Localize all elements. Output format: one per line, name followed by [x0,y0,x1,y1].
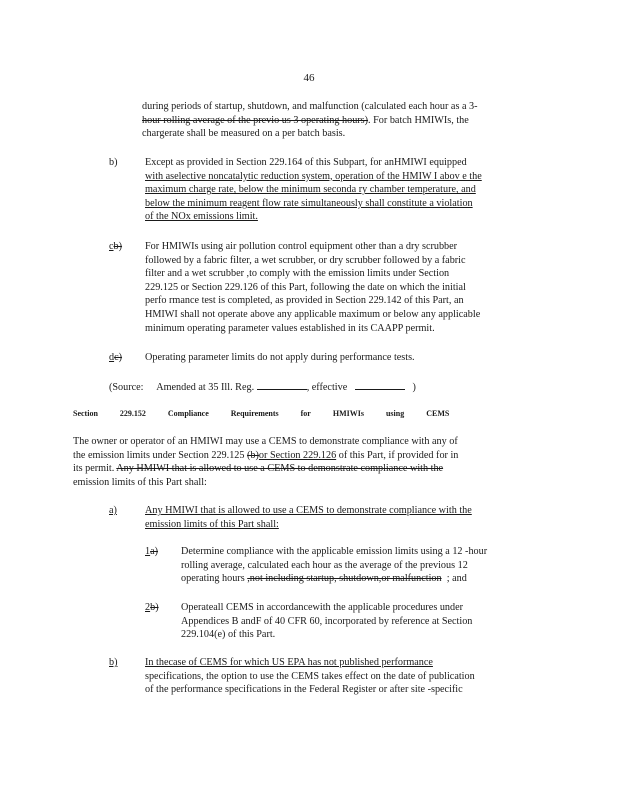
underlined-line: maximum charge rate, below the minimum seconda ry chamber temperature, and [145,184,476,196]
sub-label-2 [145,601,159,615]
heading-word: using [385,409,405,418]
text-line: HMIWI shall not operate above any applicable maximum or below any applicable [145,308,481,320]
item-label-b: b) [109,157,118,168]
item-label-dc [109,351,122,365]
item-b-paragraph [145,156,482,224]
underlined-line: of the NOx emissions limit. [145,211,258,223]
item-cb-paragraph [145,240,480,335]
text-line: of the performance specifications in the Federal Register or after site -specific [145,684,463,696]
heading-word: Compliance [167,409,209,418]
intro-paragraph [73,435,458,489]
page-number: 46 [303,72,315,84]
text-line: chargerate shall be measured on a per batch basis. [142,128,346,140]
text-line [142,114,478,128]
source-close: ) [412,382,416,393]
text-line: 229.104(e) of this Part. [181,629,276,641]
text-span: . For batch HMIWIs, the [368,114,469,126]
item-label-a: a) [109,505,117,516]
text-line: minimum operating parameter values established in its CAAPP permit. [145,322,435,334]
struck-text: ,not including startup, shutdown,or malfunction [247,573,442,585]
text-line: specifications, the option to use the CEMS takes effect on the date of publication [145,670,475,682]
struck-text: (b) [247,449,259,461]
inserted-number: 2 [145,602,151,613]
source-effective: , effective [306,382,348,393]
struck-text: Any HMIWI that is allowed to use a CEMS to demonstrate compliance with the [116,463,444,475]
text-span: its permit. [73,463,115,475]
sub-label-1 [145,545,158,559]
section-heading [73,409,471,418]
heading-word: HMIWIs [332,409,364,418]
continuation-paragraph [142,100,478,141]
heading-word: Requirements [230,409,279,418]
text-line: For HMIWIs using air pollution control equipment other than a dry scrubber [145,241,458,252]
heading-word: for [300,409,311,418]
text-span: the emission limits under Section 229.125 [73,449,245,461]
inserted-letter: d [109,352,115,363]
heading-word: 229.152 [119,409,146,418]
underlined-line: emission limits of this Part shall: [145,518,279,530]
inserted-letter: c [109,241,114,252]
source-amended: Amended at 35 Ill. Reg. [156,382,255,393]
source-note [109,379,416,395]
heading-word: Section [73,409,98,418]
sub-1-paragraph [181,545,487,586]
text-line [73,449,458,463]
struck-letter: b) [150,602,159,613]
item-a-paragraph [145,504,472,531]
struck-letter: c) [114,352,123,363]
sub-2-paragraph [181,601,472,642]
text-line: Except as provided in Section 229.164 of this Subpart, for anHMIWI equipped [145,157,467,168]
heading-word: CEMS [426,409,450,418]
text-line: The owner or operator of an HMIWI may use a CEMS to demonstrate compliance with any of [73,436,458,447]
text-line: rolling average, calculated each hour as the average of the previous 12 [181,559,468,571]
text-line [181,572,487,586]
source-prefix: (Source: [109,382,144,393]
text-line [109,379,416,395]
item-dc-paragraph [145,351,415,365]
text-line: Appendices B andF of 40 CFR 60, incorporated by reference at Section [181,615,473,627]
struck-letter: b) [113,241,123,252]
text-line: emission limits of this Part shall: [73,476,207,488]
item-b2-paragraph [145,656,475,697]
text-line: 229.125 or Section 229.126 of this Part, following the date on which the initial [145,281,466,293]
text-line [73,462,458,476]
item-label-cb [109,240,122,254]
underlined-line: In thecase of CEMS for which US EPA has not published performance [145,657,433,668]
struck-text: hour rolling average of the previo us 3 operating hours) [142,114,369,126]
inserted-text: or Section 229.126 [258,449,337,461]
reg-blank [257,379,307,390]
underlined-line: Any HMIWI that is allowed to use a CEMS to demonstrate compliance with the [145,505,472,516]
date-blank [355,379,405,390]
text-span: operating hours [181,573,245,585]
text-span: ; and [446,573,467,585]
underlined-line: with aselective noncatalytic reduction system, operation of the HMIW I abov e the [145,170,482,182]
text-line: during periods of startup, shutdown, and malfunction (calculated each hour as a 3- [142,101,478,112]
text-line: Operateall CEMS in accordancewith the applicable procedures under [181,602,464,613]
text-line: filter and a wet scrubber ,to comply with the emission limits under Section [145,268,450,280]
text-line: perfo rmance test is completed, as provided in Section 229.142 of this Part, an [145,295,464,307]
struck-letter: a) [150,546,159,557]
text-line: Determine compliance with the applicable emission limits using a 12 -hour [181,546,488,557]
text-line: Operating parameter limits do not apply during performance tests. [145,352,415,363]
inserted-number: 1 [145,546,151,557]
underlined-line: below the minimum reagent flow rate simultaneously shall constitute a violation [145,197,473,209]
text-line: followed by a fabric filter, a wet scrubber, or dry scrubber followed by a fabric [145,254,466,266]
item-label-b2: b) [109,657,118,668]
text-span: of this Part, if provided for in [338,449,459,461]
